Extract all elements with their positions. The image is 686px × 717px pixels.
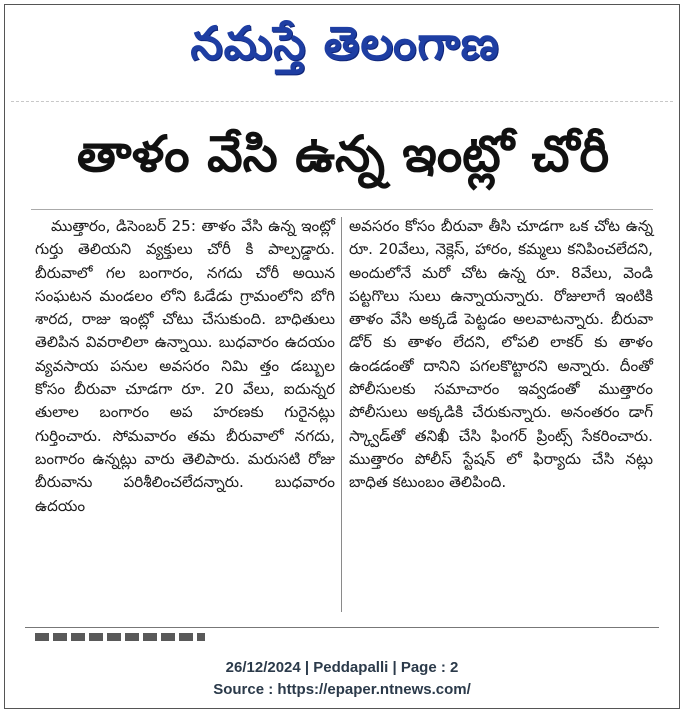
column-divider xyxy=(341,217,342,612)
article-bottom-rule xyxy=(25,627,659,628)
cut-off-next-article xyxy=(35,633,205,641)
masthead-logo xyxy=(145,16,545,79)
article-column-right xyxy=(349,215,653,495)
headline-text: తాళం వేసి ఉన్న ఇంట్లో చోరీ xyxy=(76,124,610,183)
right-column-text: అవసరం కోసం బీరువా తీసి చూడగా ఒక చోట ఉన్న రూ. 20వేలు, నెక్లెస్, హారం, కమ్మలు కనిపించలేదని, అందులోనే మరో చోట ఉన్న రూ. 8వేలు, వెండి పట్టగొలు సులు ఉన్నాయన్నారు. రోజులాగే ఇంటికి తాళం వేసి అక్కడే పెట్టడం అలవాటన్నారు. బీరువా డోర్ కు తాళం లేదని, లోపలి లాకర్ కు తాళం ఉండడంతో దానిని పగలకొట్టారని అన్నారు. దీంతో పోలీసులకు సమాచారం ఇవ్వడంతో ముత్తారం పోలీసులు అక్కడికి చేరుకున్నారు. అనంతరం డాగ్ స్క్వాడ్‌తో తనిఖీ చేసి ఫింగర్ ప్రింట్స్ సేకరించారు. ముత్తారం పోలీస్ స్టేషన్ లో ఫిర్యాదు చేసి నట్లు బాధిత కటుంబం తెలిపింది. xyxy=(349,217,653,492)
headline-divider xyxy=(31,209,653,210)
masthead-title: నమస్తే తెలంగాణ xyxy=(190,16,500,70)
masthead-divider xyxy=(11,101,673,102)
newspaper-clipping xyxy=(5,5,679,643)
source-url[interactable]: Source : https://epaper.ntnews.com/ xyxy=(213,681,471,698)
article-column-left xyxy=(35,215,335,518)
page-frame xyxy=(4,4,680,709)
left-column-text: ముత్తారం, డిసెంబర్ 25: తాళం వేసి ఉన్న ఇంట్లో గుర్తు తెలియని వ్యక్తులు చోరీ కి పాల్పడ్డారు. బీరువాలో గల బంగారం, నగదు చోరీ అయిన సంఘటన మండలం లోని ఓడేడు గ్రామంలోని బోగి శారద, రాజు ఇంట్లో చోటు చేసుకుంది. బాధితులు తెలిపిన వివరాలిలా ఉన్నాయి. బుధవారం ఉదయం వ్యవసాయ పనుల అవసరం నిమి త్తం డబ్బుల కోసం బీరువా చూడగా రూ. 20 వేలు, ఐదున్నర తులాల బంగారం అప హరణకు గురైనట్లు గుర్తించారు. సోమవారం తమ బీరువాలో నగదు, బంగారం ఉన్నట్లు వారు తెలిపారు. మరుసటి రోజు బీరువాను పరిశీలించలేదన్నారు. బుధవారం ఉదయం xyxy=(35,217,335,515)
date-edition-page: 26/12/2024 | Peddapalli | Page : 2 xyxy=(225,659,459,676)
source-footer xyxy=(5,657,679,701)
article-headline xyxy=(23,121,663,199)
